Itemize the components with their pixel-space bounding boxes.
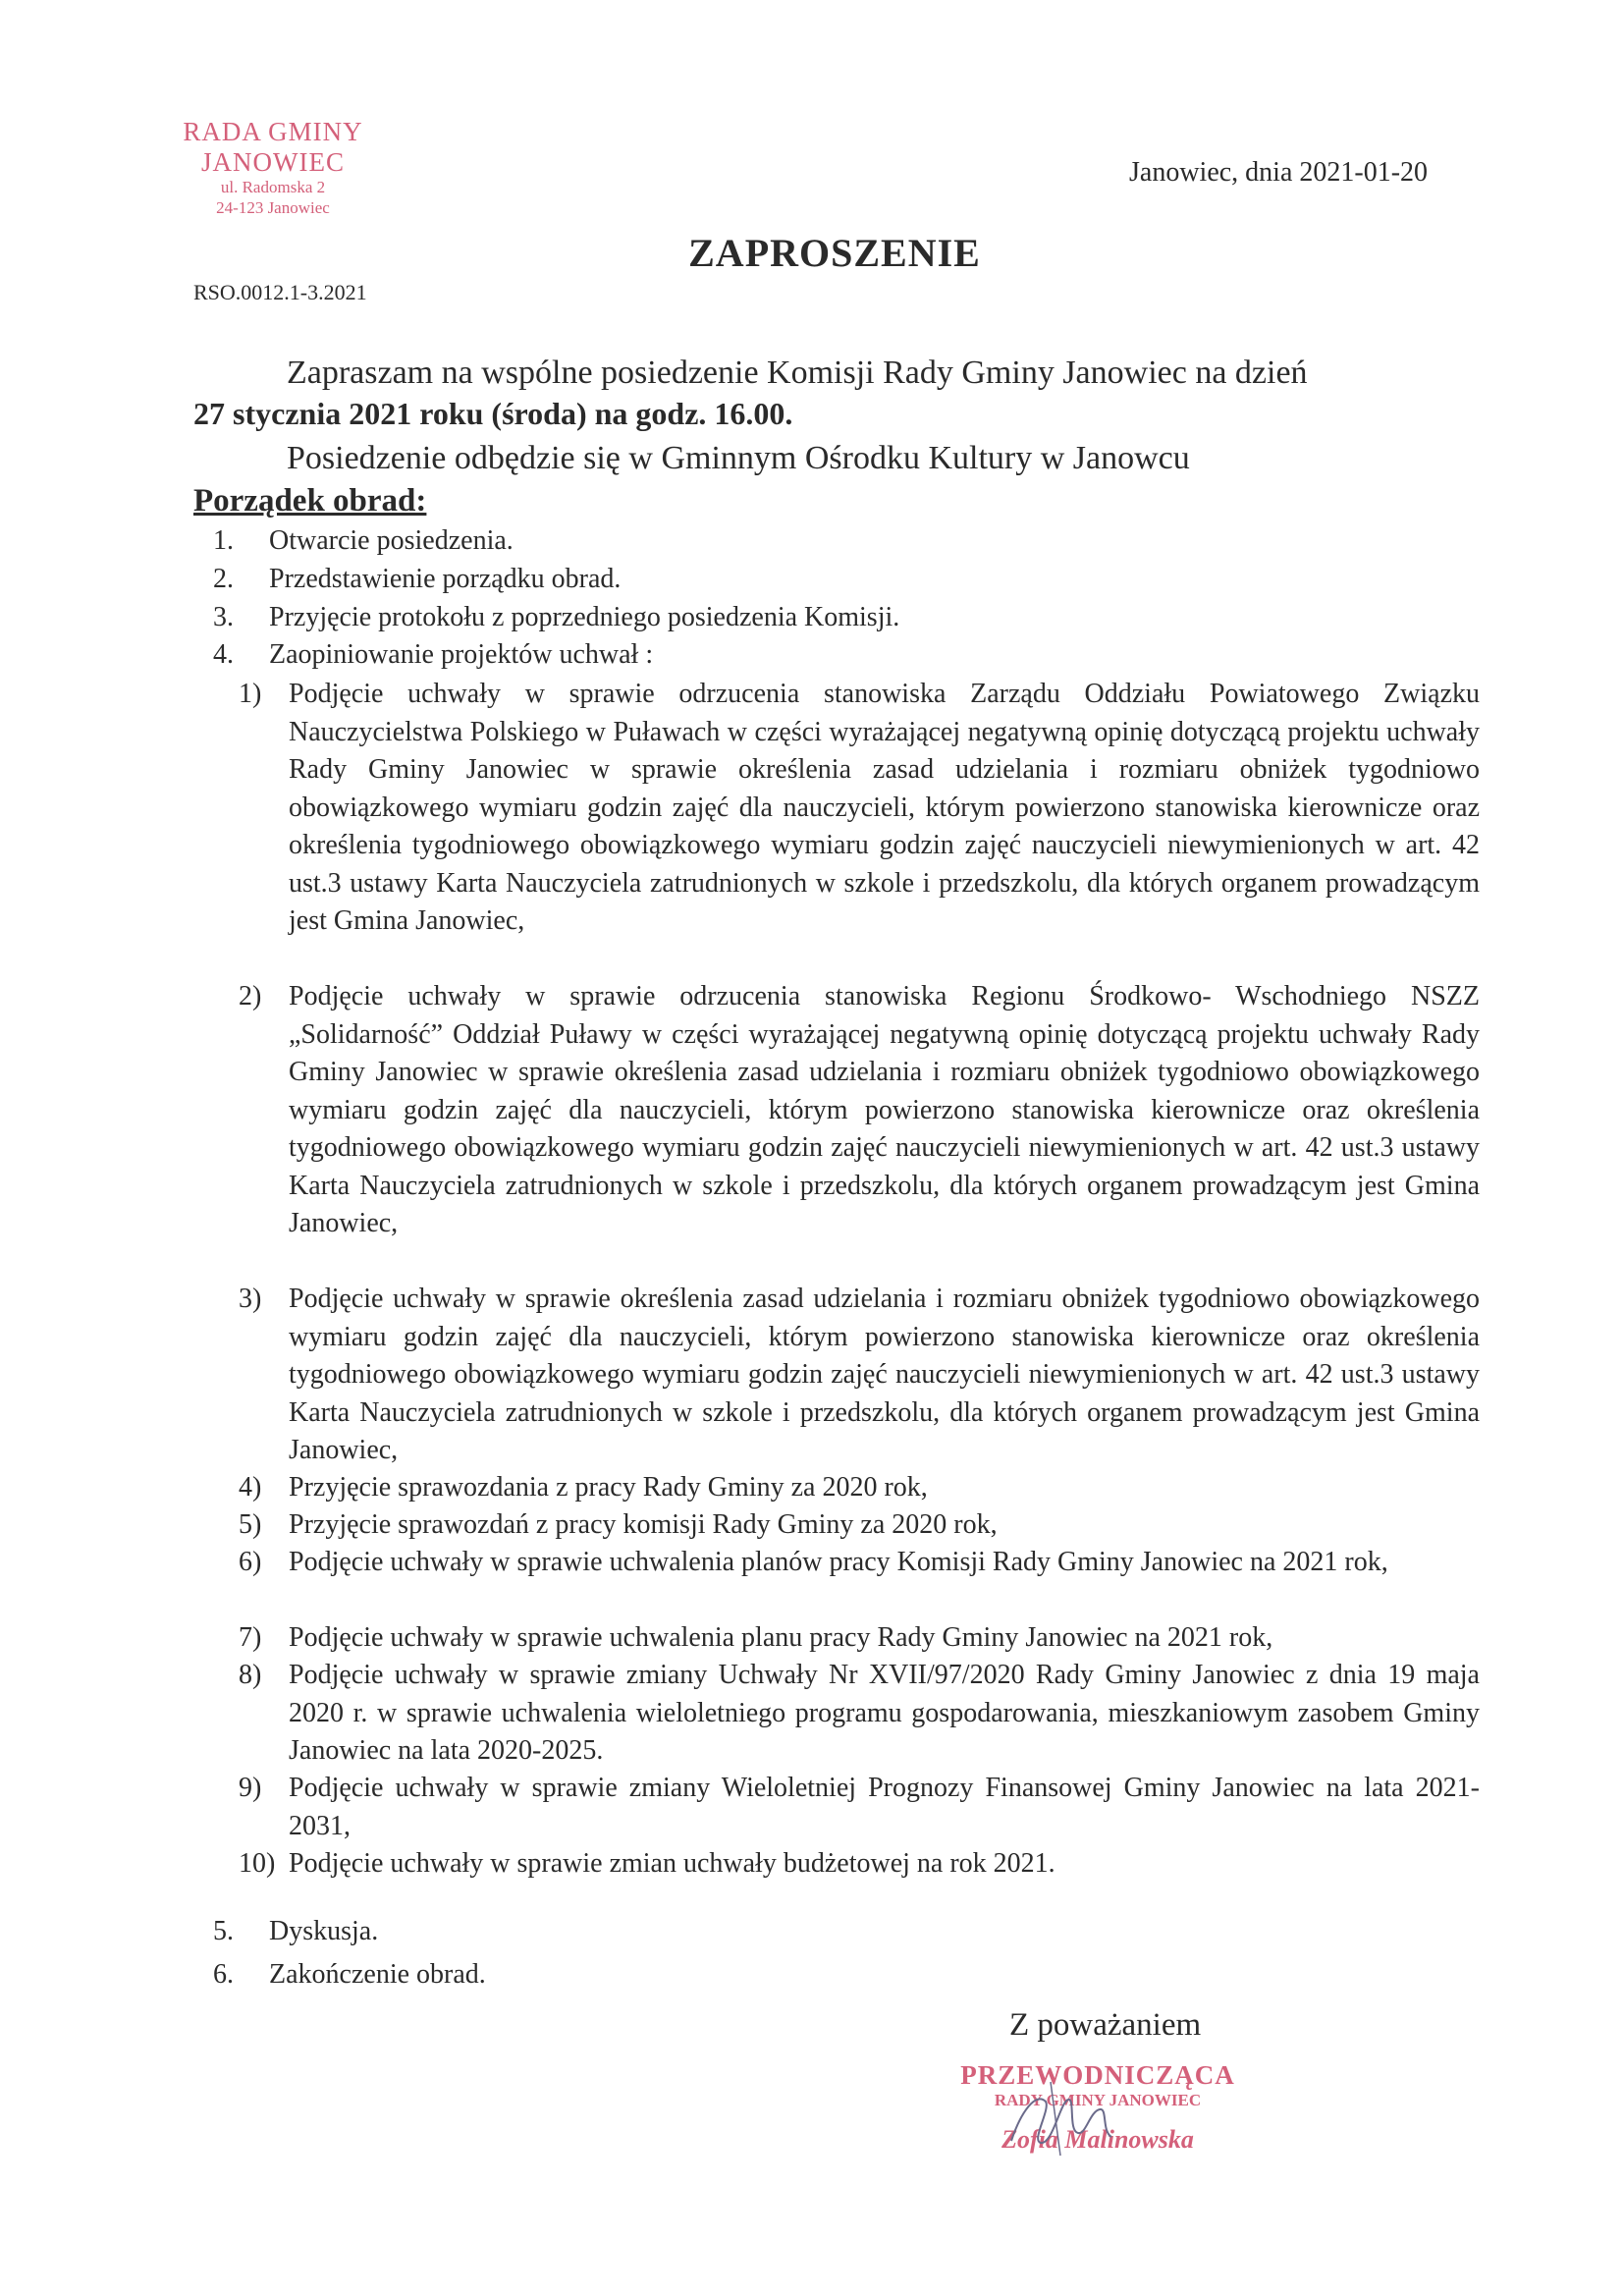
subitem-text: Podjęcie uchwały w sprawie określenia zasad udzielania i rozmiaru obniżek tygodniowo obowiązkowego wymiaru godzin zajęć dla nauczycieli, którym powierzono stanowiska kierownicze oraz określenia tygodniowego obowiązkowego wymiaru godzin zajęć nauczycieli niewymienionych w art. 42 ust.3 ustawy Karta Nauczyciela zatrudnionych w szkole i przedszkolu, dla których organem prowadzącym jest Gmina Janowiec, xyxy=(289,1284,1480,1465)
intro-line-1: Zapraszam na wspólne posiedzenie Komisji Rady Gminy Janowiec na dzień xyxy=(287,355,1308,391)
meeting-location: Posiedzenie odbędzie się w Gminnym Ośrodku Kultury w Janowcu xyxy=(287,440,1190,476)
subitem-number: 3) xyxy=(239,1284,262,1314)
item-text: Zakończenie obrad. xyxy=(269,1959,486,1990)
item-number: 1. xyxy=(213,525,234,556)
subitem-number: 1) xyxy=(239,679,262,709)
subitem-text: Podjęcie uchwały w sprawie odrzucenia stanowiska Regionu Środkowo- Wschodniego NSZZ „Solidarność” Oddział Puławy w części wyrażającej negatywną opinię dotyczącą projektu uchwały Rady Gminy Janowiec w sprawie określenia zasad udzielania i rozmiaru obniżek tygodniowo obowiązkowego wymiaru godzin zajęć dla nauczycieli, którym powierzono stanowiska kierownicze oraz określenia tygodniowego obowiązkowego wymiaru godzin zajęć nauczycieli niewymienionych w art. 42 ust.3 ustawy Karta Nauczyciela zatrudnionych w szkole i przedszkolu, dla których organem prowadzącym jest Gmina Janowiec, xyxy=(289,981,1480,1238)
item-number: 6. xyxy=(213,1959,234,1990)
stamp-line-3: ul. Radomska 2 xyxy=(220,178,326,196)
subitem-text: Podjęcie uchwały w sprawie zmian uchwały budżetowej na rok 2021. xyxy=(289,1848,1055,1879)
subitem-number: 2) xyxy=(239,981,262,1011)
subitem xyxy=(239,676,1481,980)
item-number: 4. xyxy=(213,639,234,670)
subitem-number: 7) xyxy=(239,1622,262,1653)
item-number: 5. xyxy=(213,1916,234,1946)
subitem-number: 6) xyxy=(239,1547,262,1577)
subitem xyxy=(239,1845,1481,1883)
subitem-number: 5) xyxy=(239,1509,262,1540)
item-text: Zaopiniowanie projektów uchwał : xyxy=(269,639,654,670)
subitem-text: Podjęcie uchwały w sprawie uchwalenia planu pracy Rady Gminy Janowiec na 2021 rok, xyxy=(289,1622,1273,1653)
agenda-heading: Porządek obrad: xyxy=(193,483,427,519)
subitem xyxy=(239,1544,1481,1619)
signature-stamp-title: PRZEWODNICZĄCA xyxy=(960,2060,1235,2090)
subitem-number: 9) xyxy=(239,1773,262,1803)
subitem xyxy=(239,1281,1481,1472)
reference-number: RSO.0012.1-3.2021 xyxy=(193,280,367,304)
stamp-line-2: JANOWIEC xyxy=(201,147,345,177)
subitem xyxy=(239,1657,1481,1770)
subitem-text: Przyjęcie sprawozdań z pracy komisji Rady Gminy za 2020 rok, xyxy=(289,1509,998,1540)
document-title: ZAPROSZENIE xyxy=(688,231,981,275)
council-stamp xyxy=(165,116,381,218)
subitem-number: 8) xyxy=(239,1660,262,1690)
meeting-datetime: 27 stycznia 2021 roku (środa) na godz. 16.00. xyxy=(193,396,793,431)
item-text: Dyskusja. xyxy=(269,1916,379,1946)
subitem-text: Podjęcie uchwały w sprawie zmiany Uchwały Nr XVII/97/2020 Rady Gminy Janowiec z dnia 19 maja 2020 r. w sprawie uchwalenia wieloletniego programu gospodarowania, mieszkaniowym zasobem Gminy Janowiec na lata 2020-2025. xyxy=(289,1660,1480,1766)
item-text: Przyjęcie protokołu z poprzedniego posiedzenia Komisji. xyxy=(269,602,900,632)
subitem-text: Przyjęcie sprawozdania z pracy Rady Gminy za 2020 rok, xyxy=(289,1472,928,1503)
item-text: Przedstawienie porządku obrad. xyxy=(269,564,622,594)
item-text: Otwarcie posiedzenia. xyxy=(269,525,514,556)
subitem-number: 4) xyxy=(239,1472,262,1503)
subitem xyxy=(239,1619,1481,1657)
item-number: 2. xyxy=(213,564,234,594)
closing-salutation: Z poważaniem xyxy=(1009,2007,1202,2043)
subitem xyxy=(239,1506,1481,1544)
document-date: Janowiec, dnia 2021-01-20 xyxy=(1129,157,1429,188)
subitem xyxy=(239,978,1481,1283)
item-number: 3. xyxy=(213,602,234,632)
subitem-number: 10) xyxy=(239,1848,276,1879)
subitem xyxy=(239,1469,1481,1506)
stamp-line-1: RADA GMINY xyxy=(183,117,363,146)
stamp-line-4: 24-123 Janowiec xyxy=(216,198,330,217)
subitem-text: Podjęcie uchwały w sprawie odrzucenia stanowiska Zarządu Oddziału Powiatowego Związku Nauczycielstwa Polskiego w Puławach w części wyrażającej negatywną opinię dotyczącą projektu uchwały Rady Gminy Janowiec w sprawie określenia zasad udzielania i rozmiaru obniżek tygodniowo obowiązkowego wymiaru godzin zajęć dla nauczycieli, którym powierzono stanowiska kierownicze oraz określenia tygodniowego obowiązkowego wymiaru godzin zajęć nauczycieli niewymienionych w art. 42 ust.3 ustawy Karta Nauczyciela zatrudnionych w szkole i przedszkolu, dla których organem prowadzącym jest Gmina Janowiec, xyxy=(289,679,1480,936)
handwritten-signature xyxy=(992,2072,1149,2160)
subitem xyxy=(239,1770,1481,1845)
signature-stamp-body: RADY GMINY JANOWIEC xyxy=(994,2091,1202,2109)
subitem-text: Podjęcie uchwały w sprawie zmiany Wieloletniej Prognozy Finansowej Gminy Janowiec na lata 2021-2031, xyxy=(289,1773,1480,1841)
subitem-text: Podjęcie uchwały w sprawie uchwalenia planów pracy Komisji Rady Gminy Janowiec na 2021 rok, xyxy=(289,1547,1388,1577)
signature-stamp-name: Zofia Malinowska xyxy=(1001,2125,1194,2154)
